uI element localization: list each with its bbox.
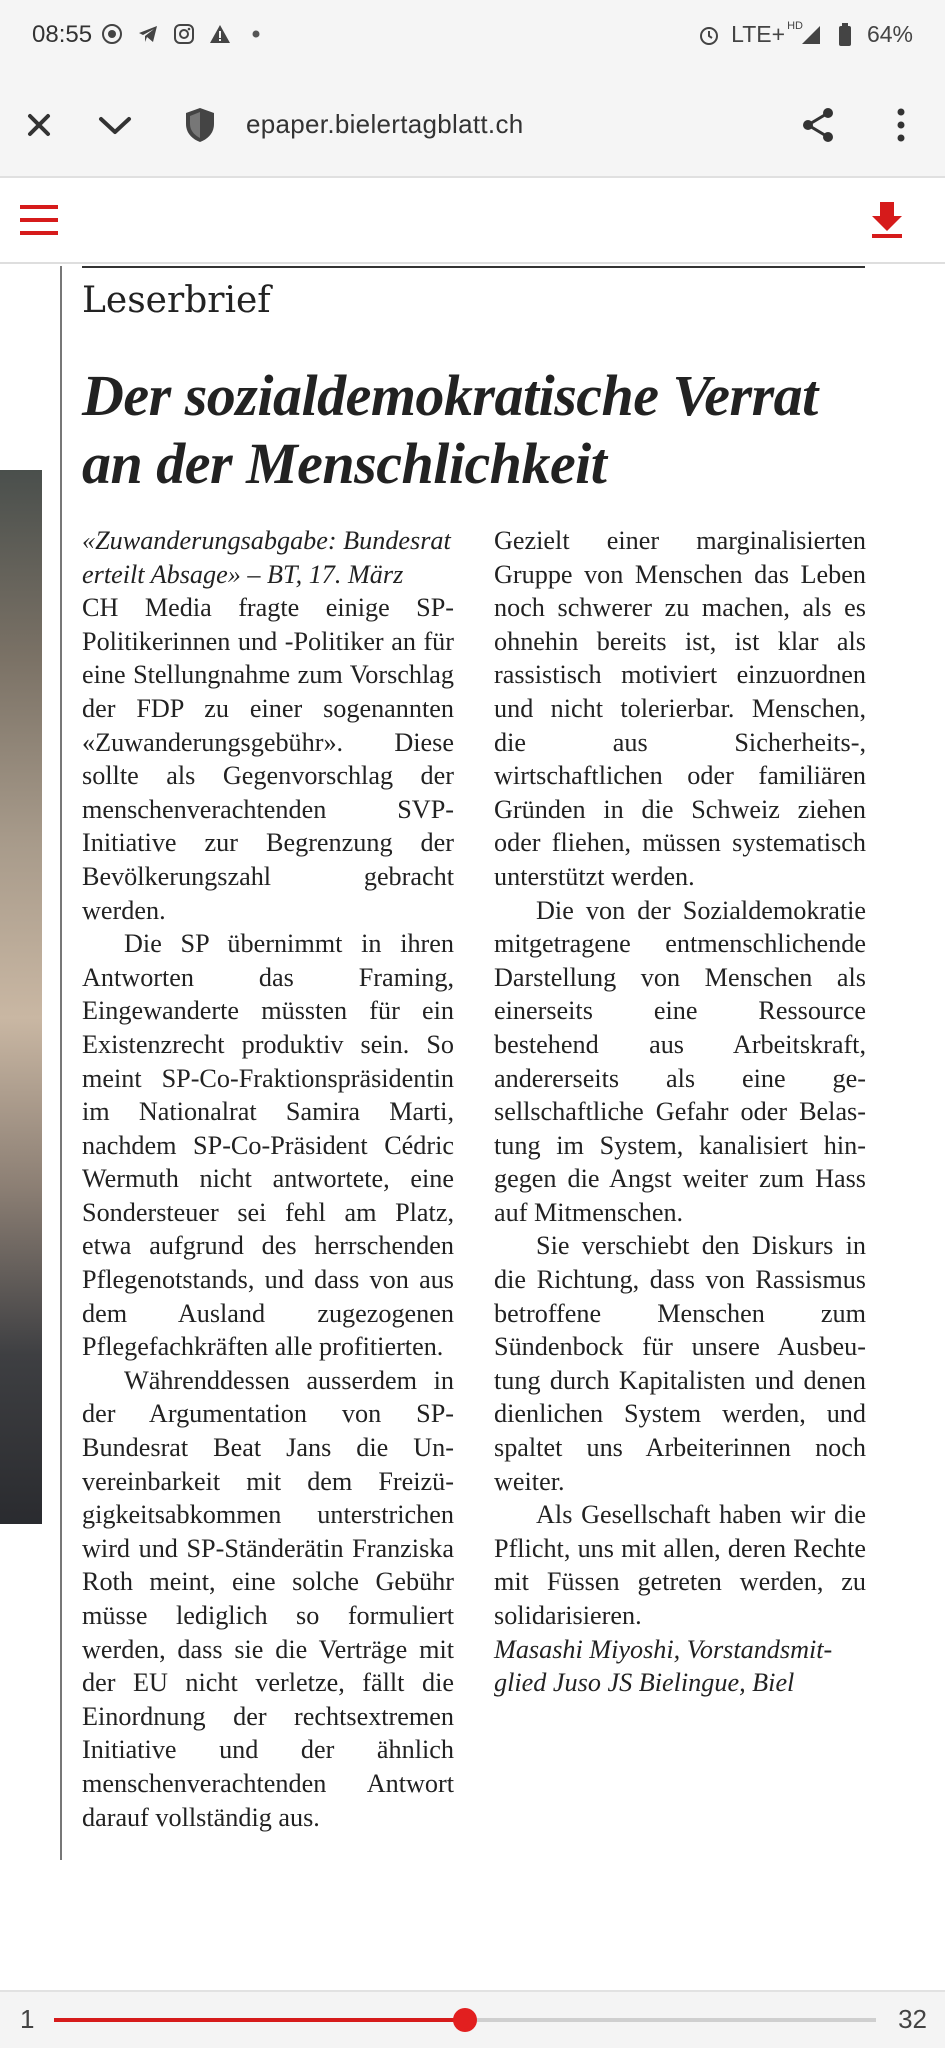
shield-icon (183, 106, 217, 144)
hamburger-menu-button[interactable] (18, 202, 62, 242)
section-rule (82, 266, 865, 268)
url-bar[interactable]: epaper.bielertagblatt.ch (246, 109, 524, 139)
site-security-button[interactable] (175, 100, 225, 150)
signature-line-2: glied Juso JS Bielingue, Biel (494, 1668, 795, 1698)
network-type: LTE+ (731, 21, 786, 47)
article-column-left (82, 524, 454, 1834)
paragraph: Die von der Sozialdemokratie mitgetragene entmenschlichende Darstellung von Menschen als einerseits eine Ressource bestehend aus Arbeitskraft, andererseits als eine gesellschaftliche Gefahr oder Belastung im System, kanalisiert hingegen die Angst weiter zum Hass auf Mitmenschen. (494, 895, 866, 1227)
column-rule (60, 266, 62, 1860)
paragraph: Währenddessen ausserdem in der Argumentation von SP-Bundesrat Beat Jans die Unvereinbarkeit mit dem Freizügigkeitsabkommen unterstrichen wird und SP-Ständerätin Franziska Roth meint, eine solche Gebühr müsse lediglich so formuliert werden, dass sie die Verträge mit der EU nicht verletze, fällt die Einordnung der rechtsextremen Initiative und der ähnlich menschenverachtenden Antwort darauf vollständig aus. (82, 1365, 454, 1832)
warning-icon (208, 22, 232, 46)
dot-icon (244, 22, 268, 46)
headline-line-1: Der sozialdemokratische Verrat (82, 363, 818, 428)
author-signature (494, 1633, 866, 1700)
share-button[interactable] (793, 100, 843, 150)
share-icon (799, 106, 837, 144)
more-vertical-icon (896, 108, 906, 142)
paragraph: Die SP übernimmt in ihren Antworten das Framing, Eingewanderte müssten für ein Existenzrecht produktiv sein. So meint SP-Co-Fraktionspräsidentin im Nationalrat Samira Marti, nachdem SP-Co-Präsident Cédric Wermuth nicht antwortete, eine Sondersteuer sei fehl am Platz, etwa aufgrund des herrschenden Pflegenotstands, und dass von aus dem Ausland zugezogenen Pflegefachkräften alle profitierten. (82, 929, 454, 1362)
alarm-icon (697, 23, 721, 47)
status-bar (0, 0, 945, 72)
menu-more-button[interactable] (876, 100, 926, 150)
article-column-right (494, 524, 866, 1700)
chevron-down-icon (97, 113, 133, 137)
first-page-number[interactable]: 1 (20, 2004, 35, 2034)
browser-toolbar (0, 72, 945, 178)
section-label: Leserbrief (82, 280, 271, 321)
epaper-app-bar (0, 180, 945, 264)
minimize-button[interactable] (90, 100, 140, 150)
page-slider-fill (54, 2018, 465, 2022)
whatsapp-icon (100, 22, 124, 46)
article-reference (82, 524, 454, 591)
instagram-icon (172, 22, 196, 46)
hd-badge: HD (787, 19, 803, 32)
last-page-number[interactable]: 32 (898, 2004, 927, 2034)
headline-line-2: an der Menschlichkeit (82, 431, 607, 496)
status-time: 08:55 (32, 21, 93, 48)
paragraph: Gezielt einer marginalisierten Gruppe von Menschen das Leben noch schwerer zu machen, als es ohnehin bereits ist, ist klar als rassistisch motiviert einzuordnen und nicht tolerierbar. Menschen, die aus Sicherheits-, wirtschaftlichen oder familiären Gründen in die Schweiz ziehen oder fliehen, müssen systematisch unterstützt werden. (494, 526, 866, 891)
article-headline (82, 362, 872, 498)
battery-icon (833, 23, 857, 47)
close-tab-button[interactable] (14, 100, 64, 150)
notification-icons (100, 22, 268, 46)
paragraph: CH Media fragte einige SP-Politikerinnen und -Politiker an für eine Stellungnahme zum Vorschlag der FDP zu einer sogenannten «Zuwanderungsgebühr». Diese sollte als Gegenvorschlag der menschenverachtenden SVP-Initiative zur Begrenzung der Bevölkerungszahl gebracht werden. (82, 593, 454, 925)
page-slider-track[interactable] (54, 2018, 876, 2022)
adjacent-photo-edge (0, 470, 42, 1524)
page-slider-thumb[interactable] (453, 2008, 477, 2032)
page-navigator (0, 1990, 945, 2048)
close-icon (24, 110, 54, 140)
download-icon (870, 200, 904, 240)
status-right (697, 21, 913, 48)
telegram-icon (136, 22, 160, 46)
reference-line-1: «Zuwanderungsabgabe: Bundesrat (82, 526, 451, 555)
download-button[interactable] (870, 200, 914, 244)
battery-level: 64% (866, 21, 913, 47)
paragraph: Sie verschiebt den Diskurs in die Richtung, dass von Rassismus betroffene Menschen zum Sündenbock für unsere Ausbeutung durch Kapitalisten und denen dienlichen System werden, und spaltet uns Arbeiterinnen noch weiter. (494, 1231, 866, 1496)
paragraph: Als Gesellschaft haben wir die Pflicht, uns mit allen, deren Rechte mit Füssen getreten werden, zu solidarisieren. (494, 1500, 866, 1630)
reference-line-2: erteilt Absage» – BT, 17. März (82, 559, 404, 589)
signature-line-1: Masashi Miyoshi, Vorstandsmit- (494, 1634, 833, 1664)
hamburger-icon (18, 202, 60, 238)
